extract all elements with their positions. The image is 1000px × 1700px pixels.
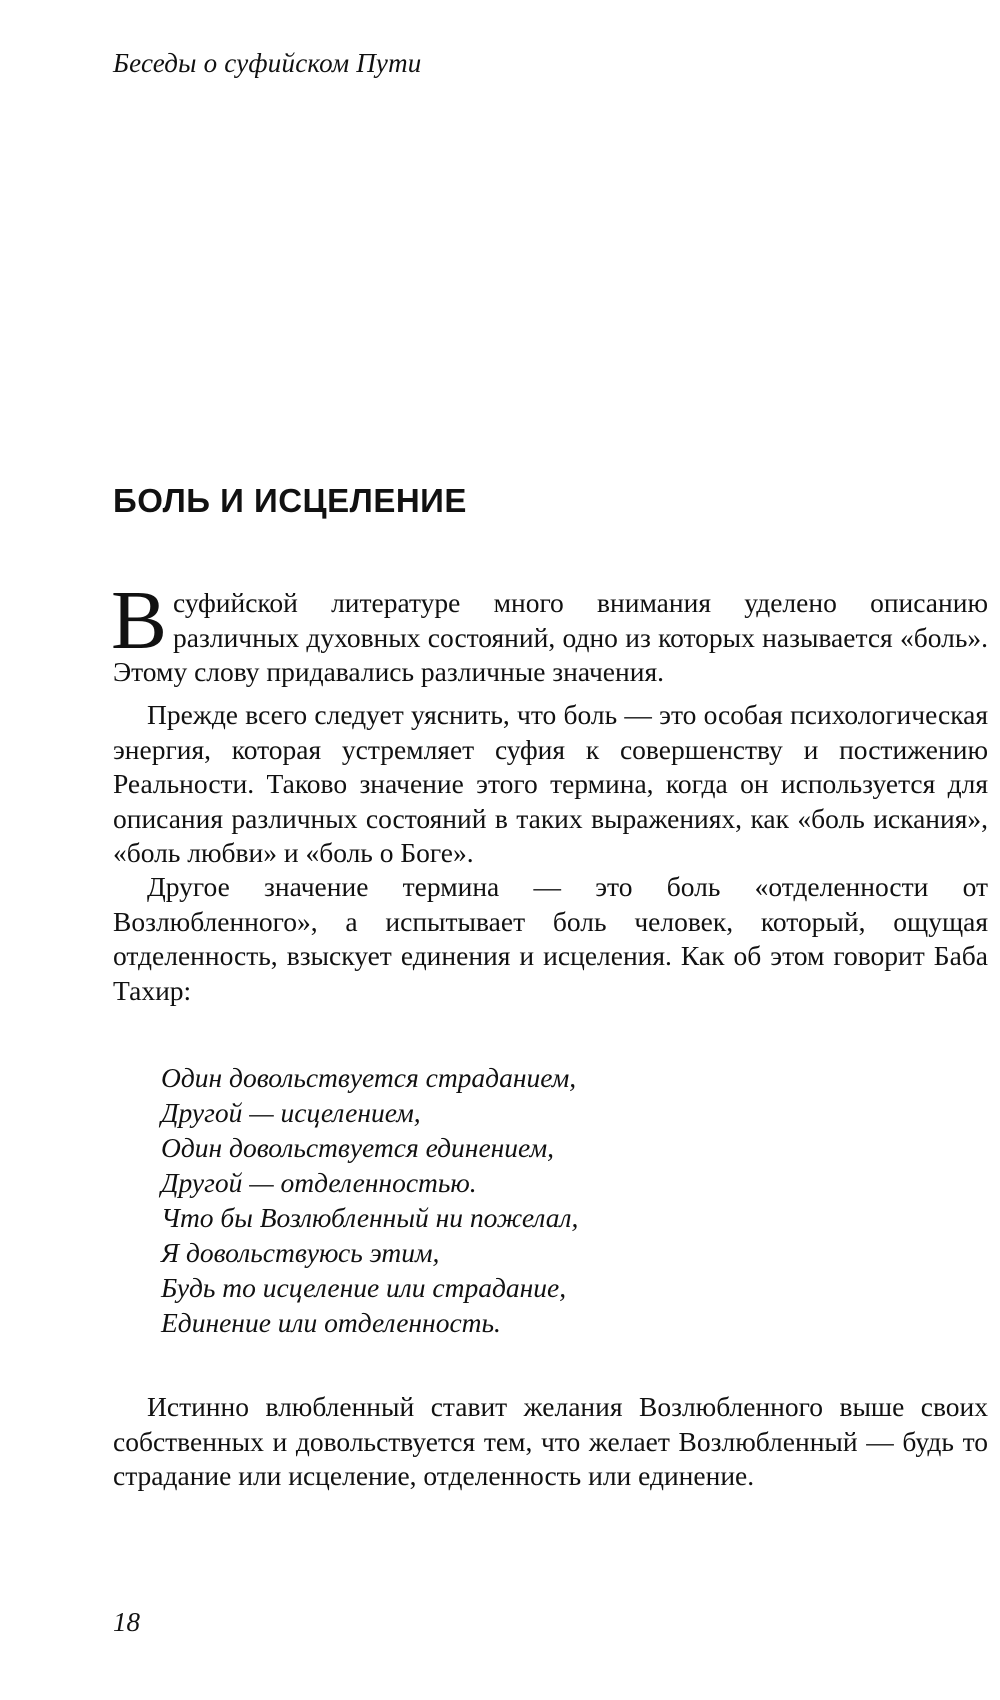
paragraph-conclusion-text: Истинно влюбленный ставит желания Возлюбленного выше своих собственных и довольствуется тем, что желает Возлюбленный — будь то страдание или исцеление, отделенность или единение.	[113, 1391, 988, 1491]
paragraph-separation	[113, 870, 988, 1008]
poem-line: Другой — исцелением,	[161, 1097, 421, 1128]
poem-line: Я довольствуюсь этим,	[161, 1237, 440, 1268]
poem-line: Один довольствуется единением,	[161, 1132, 554, 1163]
poem-line: Единение или отделенность.	[161, 1307, 501, 1338]
poem-line: Что бы Возлюбленный ни пожелал,	[161, 1202, 579, 1233]
paragraph-intro	[111, 574, 988, 690]
poem-line: Другой — отделенностью.	[161, 1167, 477, 1198]
paragraph-intro-text: суфийской литературе много внимания уделено описанию различных духовных состояний, одно из которых называется «боль». Этому слову придавались различные значения.	[113, 587, 988, 687]
paragraph-conclusion	[113, 1390, 988, 1494]
drop-cap: В	[111, 574, 168, 667]
paragraph-energy-text: Прежде всего следует уяснить, что боль — это особая психологическая энергия, которая устремляет суфия к совершенству и постижению Реальности. Таково значение этого термина, когда он используется для описания различных состояний в таких выражениях, как «боль искания», «боль любви» и «боль о Боге».	[113, 699, 988, 868]
paragraph-energy	[113, 698, 988, 871]
chapter-title: БОЛЬ И ИСЦЕЛЕНИЕ	[113, 482, 467, 519]
poem-line: Один довольствуется страданием,	[161, 1062, 577, 1093]
poem-line: Будь то исцеление или страдание,	[161, 1272, 567, 1303]
running-head: Беседы о суфийском Пути	[113, 48, 422, 78]
poem-quote	[161, 1060, 578, 1340]
page-number: 18	[113, 1607, 140, 1637]
paragraph-separation-text: Другое значение термина — это боль «отделенности от Возлюбленного», а испытывает боль человек, который, ощущая отделенность, взыскует единения и исцеления. Как об этом говорит Баба Тахир:	[113, 871, 988, 1006]
